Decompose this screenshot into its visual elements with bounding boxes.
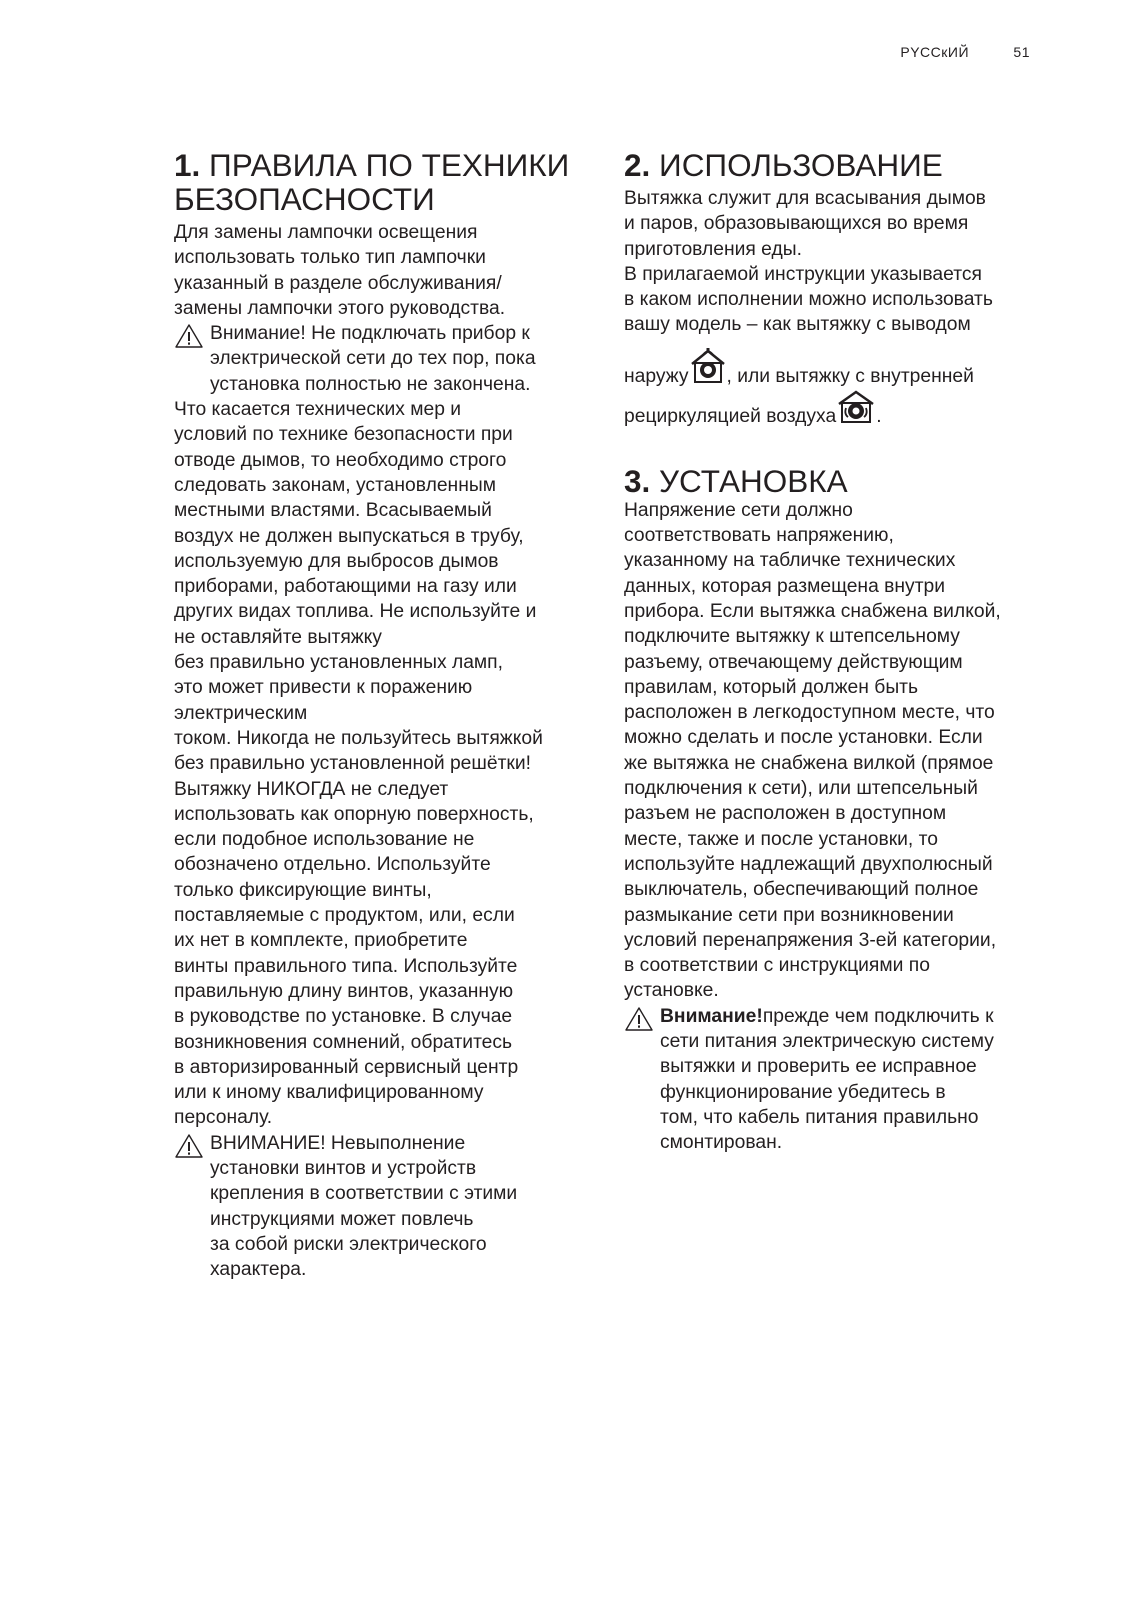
section3-line: подключите вытяжку к штепсельному xyxy=(624,626,960,648)
warning-2-line: крепления в соответствии с этими xyxy=(210,1183,518,1205)
section1-body-line: обозначено отдельно. Используйте xyxy=(174,854,491,876)
section1-title-line-1: ПРАВИЛА ПО ТЕХНИКИ xyxy=(209,147,570,183)
section1-heading xyxy=(174,148,594,220)
section2-line: и паров, образовывающихся во время xyxy=(624,213,969,235)
section1-body-line: без правильно установленных ламп, xyxy=(174,652,503,674)
section1-body-line: Вытяжку НИКОГДА не следует xyxy=(174,778,449,800)
right-column xyxy=(624,148,1054,1156)
section1-intro-line: указанный в разделе обслуживания/ xyxy=(174,272,502,294)
section1-intro xyxy=(174,220,594,321)
section3-line: указанному на табличке технических xyxy=(624,550,956,572)
section2-line: Вытяжка служит для всасывания дымов xyxy=(624,188,986,209)
page-header xyxy=(900,44,1030,60)
section3-warning-line: сети питания электрическую систему xyxy=(660,1031,994,1053)
warning-2-line: инструкциями может повлечь xyxy=(210,1208,474,1230)
section3-line: разъем не расположен в доступном xyxy=(624,803,947,825)
section3-heading xyxy=(624,464,1054,498)
section1-body-line: или к иному квалифицированному xyxy=(174,1082,484,1104)
section1-body-line: током. Никогда не пользуйтесь вытяжкой xyxy=(174,727,543,749)
section1-body-line: поставляемые с продуктом, или, если xyxy=(174,905,515,927)
warning-bold-label: Внимание! xyxy=(660,1005,763,1027)
section1-body-line: не оставляйте вытяжку xyxy=(174,626,382,648)
section1-body-line: воздух не должен выпускаться в трубу, xyxy=(174,525,524,547)
section1-body-line: условий по технике безопасности при xyxy=(174,424,513,446)
section2-line: В прилагаемой инструкции указывается xyxy=(624,263,982,285)
section1-body xyxy=(174,397,594,1131)
section3-line: используйте надлежащий двухполюсный xyxy=(624,853,993,875)
section3-line: правилам, который должен быть xyxy=(624,676,919,698)
section1-number: 1. xyxy=(174,147,201,183)
section3-line: выключатель, обеспечивающий полное xyxy=(624,879,979,901)
section1-title-line-2: БЕЗОПАСНОСТИ xyxy=(174,181,435,217)
section2-exhaust-line xyxy=(624,348,1054,388)
warning-2-line: характера. xyxy=(210,1259,307,1281)
section2-recirc-line xyxy=(624,390,1054,430)
section3-warning-line: вытяжки и проверить ее исправное xyxy=(660,1056,977,1078)
section1-body-line: местными властями. Всасываемый xyxy=(174,500,492,522)
section2-line: вашу модель – как вытяжку с выводом xyxy=(624,314,971,336)
section1-body-line: если подобное использование не xyxy=(174,829,475,851)
section3-line: установке. xyxy=(624,980,719,1002)
section1-body-line: персоналу. xyxy=(174,1107,273,1129)
section1-body-line: в руководстве по установке. В случае xyxy=(174,1006,513,1028)
recirc-word: рециркуляцией воздуха xyxy=(624,405,837,427)
section1-body-line: в авторизированный сервисный центр xyxy=(174,1056,519,1078)
section3-line: можно сделать и после установки. Если xyxy=(624,727,983,749)
warning-2-line: ВНИМАНИЕ! Невыполнение xyxy=(210,1132,466,1154)
section2-line: в каком исполнении можно использовать xyxy=(624,289,993,311)
section1-body-line: их нет в комплекте, приобретите xyxy=(174,930,468,952)
section3-warning xyxy=(624,1004,1054,1156)
section3-line: месте, также и после установки, то xyxy=(624,828,938,850)
section3-line: соответствовать напряжению, xyxy=(624,525,894,547)
section3-warning-line: функционирование убедитесь в xyxy=(660,1081,946,1103)
section3-line: данных, которая размещена внутри xyxy=(624,575,946,597)
section3-warning-line: смонтирован. xyxy=(660,1132,783,1154)
recirculation-icon xyxy=(836,390,876,424)
warning-1-line: электрической сети до тех пор, пока xyxy=(210,348,536,370)
section1-body-line: винты правильного типа. Используйте xyxy=(174,955,518,977)
section1-body-line: отводе дымов, то необходимо строго xyxy=(174,449,507,471)
section1-body-line: следовать законам, установленным xyxy=(174,474,496,496)
section1-body-line: используемую для выбросов дымов xyxy=(174,550,499,572)
left-column xyxy=(174,148,594,1282)
language-label: PYCCкИЙ xyxy=(900,44,970,60)
section1-body-line: возникновения сомнений, обратитесь xyxy=(174,1031,513,1053)
section3-line: прибора. Если вытяжка снабжена вилкой, xyxy=(624,600,1001,622)
section1-intro-line: Для замены лампочки освещения xyxy=(174,222,478,243)
warning-triangle-icon xyxy=(174,323,204,349)
section1-body-line: без правильно установленной решётки! xyxy=(174,753,531,775)
section1-warning-2 xyxy=(174,1131,594,1283)
section2-heading xyxy=(624,148,1054,186)
warning-first-tail: прежде чем подключить к xyxy=(762,1005,994,1027)
warning-triangle-icon xyxy=(174,1133,204,1159)
section1-body-line: других видах топлива. Не используйте и xyxy=(174,601,537,623)
section1-intro-line: использовать только тип лампочки xyxy=(174,247,486,269)
section1-warning-1 xyxy=(174,321,594,397)
exhaust-outside-icon xyxy=(689,348,727,384)
section1-body-line: только фиксирующие винты, xyxy=(174,879,432,901)
warning-triangle-icon xyxy=(624,1006,654,1032)
section1-body-line: использовать как опорную поверхность, xyxy=(174,803,534,825)
exhaust-tail: , или вытяжку с внутренней xyxy=(726,365,974,387)
section3-line: в соответствии с инструкциями по xyxy=(624,955,930,977)
section3-line: размыкание сети при возникновении xyxy=(624,904,954,926)
section1-body-line: Что касается технических мер и xyxy=(174,399,462,421)
section2-number: 2. xyxy=(624,147,651,183)
section3-line: разъему, отвечающему действующим xyxy=(624,651,963,673)
page-number: 51 xyxy=(1013,44,1030,60)
section1-body-line: электрическим xyxy=(174,702,308,724)
section3-warning-first-line xyxy=(660,1004,1054,1029)
section1-body-line: правильную длину винтов, указанную xyxy=(174,980,514,1002)
section3-warning-line: том, что кабель питания правильно xyxy=(660,1106,979,1128)
section2-body xyxy=(624,186,1054,430)
section3-body xyxy=(624,498,1054,1004)
warning-2-line: за собой риски электрического xyxy=(210,1233,487,1255)
section1-body-line: приборами, работающими на газу или xyxy=(174,576,517,598)
section3-line: же вытяжка не снабжена вилкой (прямое xyxy=(624,752,994,774)
exhaust-word: наружу xyxy=(624,365,689,387)
section2-line: приготовления еды. xyxy=(624,238,802,260)
section3-number: 3. xyxy=(624,462,651,499)
warning-1-line: установка полностью не закончена. xyxy=(210,373,531,395)
section1-body-line: это может привести к поражению xyxy=(174,677,473,699)
section3-line: подключения к сети), или штепсельный xyxy=(624,778,978,800)
section1-intro-line: замены лампочки этого руководства. xyxy=(174,297,506,319)
warning-1-line: Внимание! Не подключать прибор к xyxy=(210,323,530,345)
section2-title: ИСПОЛЬЗОВАНИЕ xyxy=(659,147,943,183)
section3-line: условий перенапряжения 3-ей категории, xyxy=(624,929,997,951)
recirc-tail: . xyxy=(876,405,882,427)
warning-2-line: установки винтов и устройств xyxy=(210,1157,477,1179)
section3-line: Напряжение сети должно xyxy=(624,499,853,521)
section3-title: УСТАНОВКА xyxy=(659,462,848,499)
section3-line: расположен в легкодоступном месте, что xyxy=(624,702,995,724)
